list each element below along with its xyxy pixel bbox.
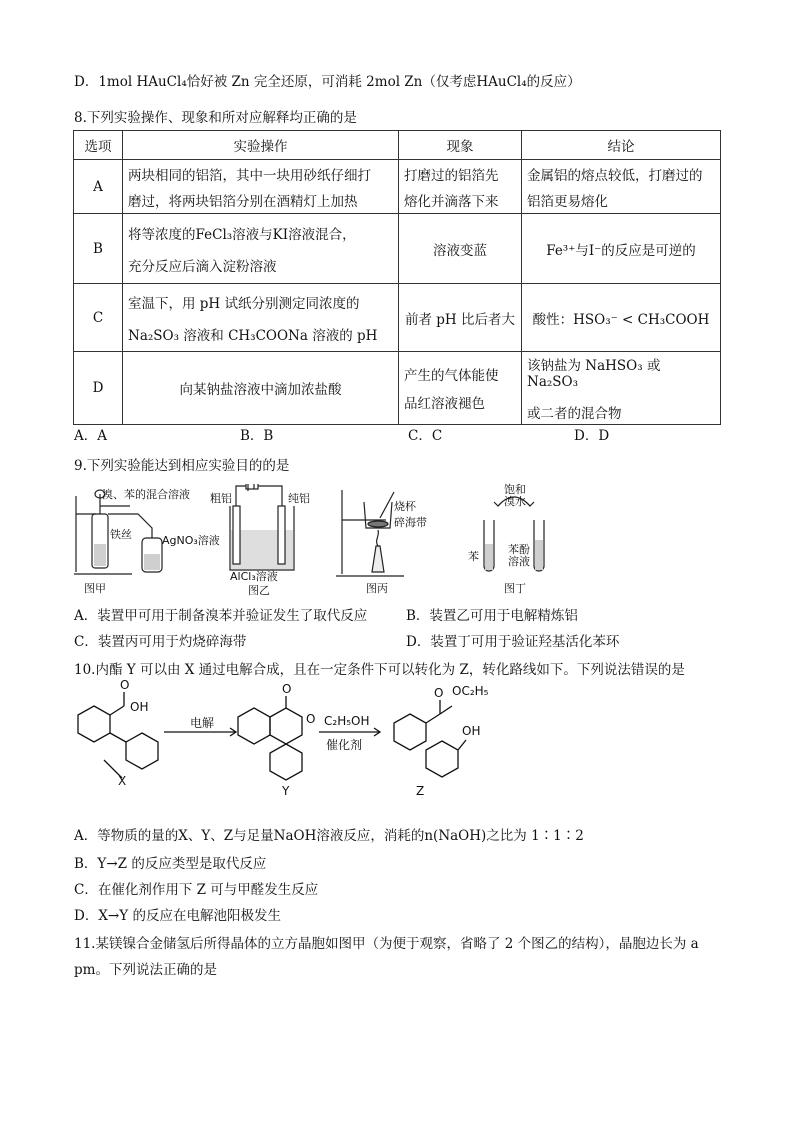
conclusion-cell <box>522 352 721 425</box>
fig-label: AgNO₃溶液 <box>162 534 220 547</box>
atom-label: O <box>282 682 292 696</box>
fig-label: 苯酚溶液 <box>508 543 530 568</box>
q10-option-d: D．X→Y 的反应在电解池阳极发生 <box>74 908 281 924</box>
q10-stem: 10.内酯 Y 可以由 X 通过电解合成，且在一定条件下可以转化为 Z，转化路线如下。下列说法错误的是 <box>74 662 685 678</box>
table-row <box>74 214 721 284</box>
q11-stem-line1: 11.某镁镍合金储氢后所得晶体的立方晶胞如图甲（为便于观察，省略了 2 个图乙的结构），晶胞边长为 a <box>74 936 699 952</box>
phenomenon-cell: 溶液变蓝 <box>399 214 522 284</box>
arrow2-top-label: C₂H₅OH <box>324 714 370 728</box>
fig-label: 烧杯 <box>394 500 416 513</box>
phenomenon-cell <box>399 160 522 214</box>
q8-header-operation: 实验操作 <box>123 131 399 160</box>
atom-label: OH <box>130 700 149 714</box>
row-label: A <box>74 160 123 214</box>
row-label: C <box>74 284 123 352</box>
q10-reaction-scheme <box>74 678 714 798</box>
fig-label: 饱和溴水 <box>504 483 526 508</box>
table-row <box>74 352 721 425</box>
q9-stem: 9.下列实验能达到相应实验目的的是 <box>74 458 290 474</box>
q8-stem: 8.下列实验操作、现象和所对应解释均正确的是 <box>74 110 357 126</box>
text-line: 充分反应后滴入淀粉溶液 <box>128 258 277 275</box>
row-label: D <box>74 352 123 425</box>
q10-option-b: B．Y→Z 的反应类型是取代反应 <box>74 856 267 872</box>
atom-label: OC₂H₅ <box>452 684 489 698</box>
text-line: 打磨过的铝箔先 <box>404 167 499 184</box>
q10-option-c: C．在催化剂作用下 Z 可与甲醛发生反应 <box>74 882 319 898</box>
operation-cell: 向某钠盐溶液中滴加浓盐酸 <box>123 352 399 425</box>
q8-option-a: A．A <box>74 428 107 444</box>
conclusion-cell <box>522 160 721 214</box>
text-line: 磨过，将两块铝箔分别在酒精灯上加热 <box>128 193 358 210</box>
fig-caption: 图甲 <box>84 582 106 595</box>
text-line: 或二者的混合物 <box>527 406 622 422</box>
q9-option-a: A．装置甲可用于制备溴苯并验证发生了取代反应 <box>74 608 368 624</box>
q11-stem-line2: pm。下列说法正确的是 <box>74 962 217 978</box>
compound-label-x: X <box>118 774 127 788</box>
row-label: B <box>74 214 123 284</box>
text-line: 品红溶液褪色 <box>404 396 485 412</box>
compound-label-z: Z <box>416 784 425 798</box>
text-line: 产生的气体能使 <box>404 368 499 384</box>
text-line: 室温下，用 pH 试纸分别测定同浓度的 <box>128 295 360 312</box>
q8-option-b: B．B <box>240 428 274 444</box>
q8-table <box>73 130 721 425</box>
text-line: 将等浓度的FeCl₃溶液与KI溶液混合， <box>128 226 356 243</box>
fig-label: 溴、苯的混合溶液 <box>102 488 190 501</box>
phenomenon-cell <box>399 352 522 425</box>
fig-label: 纯铝 <box>288 492 310 505</box>
text-line: 金属铝的熔点较低，打磨过的 <box>527 167 703 184</box>
operation-cell <box>123 214 399 284</box>
q8-header-phenomenon: 现象 <box>399 131 522 160</box>
q8-header-row <box>74 131 721 160</box>
q9-option-b: B．装置乙可用于电解精炼铝 <box>406 608 578 624</box>
text-line: 熔化并滴落下来 <box>404 193 499 210</box>
reaction-structures <box>74 684 714 784</box>
q8-header-conclusion: 结论 <box>522 131 721 160</box>
table-row <box>74 160 721 214</box>
text-line: 该钠盐为 NaHSO₃ 或 Na₂SO₃ <box>527 358 661 390</box>
fig-label: 粗铝 <box>210 492 232 505</box>
atom-label: O <box>434 686 444 700</box>
fig-caption: 图丁 <box>504 582 526 595</box>
fig-label: AlCl₃溶液 <box>230 570 278 583</box>
table-row <box>74 284 721 352</box>
conclusion-cell: Fe³⁺与I⁻的反应是可逆的 <box>522 214 721 284</box>
q8-header-option: 选项 <box>74 131 123 160</box>
operation-cell <box>123 160 399 214</box>
fig-caption: 图乙 <box>248 584 270 597</box>
arrow1-label: 电解 <box>190 716 215 730</box>
text-line: 铝箔更易熔化 <box>527 193 608 210</box>
conclusion-cell: 酸性：HSO₃⁻ < CH₃COOH <box>522 284 721 352</box>
atom-label: OH <box>462 724 481 738</box>
arrow2-bottom-label: 催化剂 <box>326 738 363 752</box>
atom-label: O <box>120 678 130 692</box>
q8-option-c: C．C <box>408 428 443 444</box>
q10-option-a: A．等物质的量的X、Y、Z与足量NaOH溶液反应，消耗的n(NaOH)之比为 1∶1∶2 <box>74 828 584 844</box>
q8-option-d: D．D <box>574 428 610 444</box>
q9-option-d: D．装置丁可用于验证羟基活化苯环 <box>406 634 620 650</box>
fig-label: 铁丝 <box>110 528 132 541</box>
text-line: 两块相同的铝箔，其中一块用砂纸仔细打 <box>128 167 371 184</box>
fig-caption: 图丙 <box>366 582 388 595</box>
text-line: Na₂SO₃ 溶液和 CH₃COONa 溶液的 pH <box>128 327 378 344</box>
compound-label-y: Y <box>282 784 290 798</box>
q9-figures <box>74 484 574 596</box>
fig-label: 碎海带 <box>394 516 427 529</box>
q9-option-c: C．装置丙可用于灼烧碎海带 <box>74 634 247 650</box>
operation-cell <box>123 284 399 352</box>
q7-option-d: D．1mol HAuCl₄恰好被 Zn 完全还原，可消耗 2mol Zn（仅考虑HAuCl₄的反应） <box>74 74 581 90</box>
fig-label: 苯 <box>468 550 479 563</box>
phenomenon-cell: 前者 pH 比后者大 <box>399 284 522 352</box>
atom-label: O <box>306 712 316 726</box>
